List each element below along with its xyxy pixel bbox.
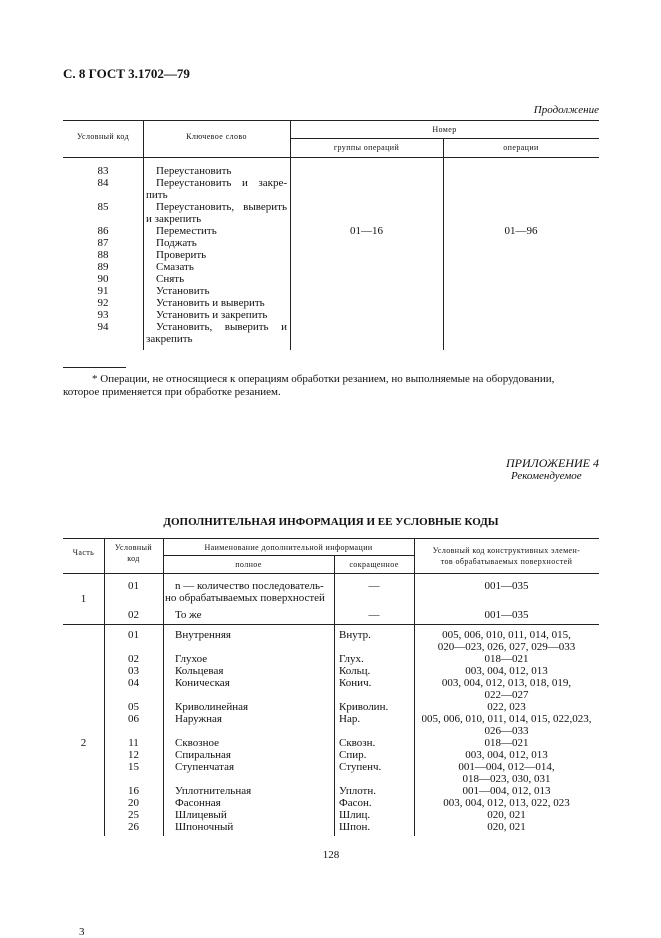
col-header-code: Условный код (76, 132, 130, 141)
col-header-code-l1: Условный (114, 543, 153, 552)
row-surface-code: 020, 021 (487, 809, 526, 821)
row-code: 02 (128, 653, 139, 665)
col-header-surf-l1: Условный код конструктивных элемен- (432, 546, 581, 555)
row-full-name: Уплотнительная (175, 785, 252, 797)
row-short-name: Ступенч. (339, 761, 382, 773)
col-header-surf-l2: тов обрабатываемых поверхностей (440, 557, 573, 566)
row-code: 12 (128, 749, 139, 761)
row-keyword: Переустановить (156, 165, 232, 177)
row-surface-code: 018—023, 030, 031 (462, 773, 551, 785)
row-code: 05 (128, 701, 139, 713)
row-full-name: Шлицевый (175, 809, 227, 821)
row-short-name: Внутр. (339, 629, 371, 641)
row-short-name: Уплотн. (339, 785, 376, 797)
row-code: 91 (97, 285, 109, 297)
row-short-name: Кольц. (339, 665, 371, 677)
row-surface-code: 018—021 (484, 737, 529, 749)
row-short-name: Шпон. (339, 821, 371, 833)
row-full-name: но обрабатываемых поверхностей (165, 592, 325, 604)
row-surface-code: 001—004, 012—014, (458, 761, 555, 773)
page-number: 128 (322, 849, 340, 861)
row-full-name: Фасонная (175, 797, 221, 809)
row-keyword: Проверить (156, 249, 207, 261)
row-code: 88 (97, 249, 109, 261)
col-header-short: сокращенное (349, 560, 399, 569)
row-short-name: Спир. (339, 749, 367, 761)
row-surface-code: 003, 004, 012, 013 (465, 749, 548, 761)
operations-range: 01—96 (504, 225, 538, 237)
row-surface-code: 003, 004, 012, 013 (465, 665, 548, 677)
groups-range: 01—16 (350, 225, 383, 237)
row-code: 02 (128, 609, 139, 621)
row-surface-code: 022—027 (484, 689, 529, 701)
appendix-label: ПРИЛОЖЕНИЕ 4 (506, 456, 599, 470)
row-full-name: Ступенчатая (175, 761, 235, 773)
row-keyword: Переустановить и закре- (156, 177, 287, 189)
row-surface-code: 005, 006, 010, 011, 014, 015, 022,023, (421, 713, 592, 725)
row-keyword: Переместить (156, 225, 217, 237)
bottom-mark: 3 (79, 926, 85, 938)
col-header-keyword: Ключевое слово (186, 132, 247, 141)
row-full-name: То же (175, 609, 202, 621)
row-keyword: Установить и закрепить (156, 309, 268, 321)
appendix-title: ДОПОЛНИТЕЛЬНАЯ ИНФОРМАЦИЯ И ЕЕ УСЛОВНЫЕ КОДЫ (163, 516, 499, 528)
col-header-operations: операции (503, 143, 539, 152)
row-keyword: пить (146, 189, 168, 201)
row-full-name: Наружная (175, 713, 222, 725)
row-surface-code: 003, 004, 012, 013, 018, 019, (441, 677, 572, 689)
col-header-name: Наименование дополнительной информации (204, 543, 373, 552)
row-code: 85 (97, 201, 109, 213)
row-keyword: закрепить (146, 333, 193, 345)
row-code: 83 (97, 165, 109, 177)
row-code: 04 (128, 677, 139, 689)
row-short-name: Криволин. (339, 701, 389, 713)
row-code: 87 (97, 237, 109, 249)
row-short-name: — (368, 609, 380, 621)
row-surface-code: 001—004, 012, 013 (462, 785, 551, 797)
row-keyword: Установить, выверить и (156, 321, 287, 333)
row-short-name: Конич. (339, 677, 372, 689)
col-header-groups: группы операций (333, 143, 400, 152)
row-keyword: Переустановить, выверить (156, 201, 287, 213)
row-surface-code: 001—035 (484, 580, 529, 592)
part-label-1: 1 (80, 593, 87, 605)
row-code: 01 (128, 580, 139, 592)
row-keyword: Установить (156, 285, 210, 297)
col-header-part: Часть (72, 548, 95, 557)
row-full-name: Коническая (175, 677, 230, 689)
continuation-label: Продолжение (533, 104, 599, 116)
col-header-code-l2: код (127, 554, 140, 563)
row-surface-code: 005, 006, 010, 011, 014, 015, (442, 629, 571, 641)
row-code: 06 (128, 713, 139, 725)
row-code: 92 (97, 297, 109, 309)
row-code: 25 (128, 809, 139, 821)
row-full-name: Шпоночный (175, 821, 234, 833)
row-code: 26 (128, 821, 139, 833)
row-surface-code: 001—035 (484, 609, 529, 621)
col-header-number: Номер (432, 125, 457, 134)
row-code: 16 (128, 785, 139, 797)
row-code: 01 (128, 629, 139, 641)
col-header-full: полное (235, 560, 262, 569)
row-code: 93 (97, 309, 109, 321)
page-header: С. 8 ГОСТ 3.1702—79 (63, 66, 190, 81)
row-keyword: Поджать (156, 237, 197, 249)
appendix-status: Рекомендуемое (511, 470, 582, 482)
footnote-line-2: которое применяется при обработке резанием. (63, 386, 281, 398)
row-short-name: Шлиц. (339, 809, 371, 821)
footnote-rule (63, 367, 126, 368)
row-short-name: — (368, 580, 380, 592)
row-code: 03 (128, 665, 139, 677)
row-full-name: n — количество последователь- (175, 580, 324, 592)
part-label-2: 2 (80, 737, 87, 749)
row-full-name: Сквозное (175, 737, 220, 749)
row-code: 90 (97, 273, 109, 285)
row-keyword: Снять (156, 273, 185, 285)
row-code: 89 (97, 261, 109, 273)
row-code: 20 (128, 797, 139, 809)
row-code: 86 (97, 225, 109, 237)
row-short-name: Фасон. (339, 797, 372, 809)
row-code: 11 (128, 737, 139, 749)
row-code: 84 (97, 177, 109, 189)
row-surface-code: 018—021 (484, 653, 529, 665)
row-surface-code: 022, 023 (487, 701, 526, 713)
row-surface-code: 020, 021 (487, 821, 526, 833)
row-full-name: Криволинейная (175, 701, 249, 713)
row-full-name: Кольцевая (175, 665, 224, 677)
row-short-name: Сквозн. (339, 737, 376, 749)
row-full-name: Спиральная (175, 749, 231, 761)
row-surface-code: 003, 004, 012, 013, 022, 023 (443, 797, 570, 809)
row-keyword: Установить и выверить (156, 297, 265, 309)
row-full-name: Внутренняя (175, 629, 231, 641)
row-keyword: Смазать (156, 261, 194, 273)
row-short-name: Нар. (339, 713, 361, 725)
row-code: 94 (97, 321, 109, 333)
row-short-name: Глух. (339, 653, 364, 665)
row-full-name: Глухое (175, 653, 208, 665)
row-code: 15 (128, 761, 139, 773)
row-surface-code: 020—023, 026, 027, 029—033 (437, 641, 576, 653)
row-surface-code: 026—033 (484, 725, 529, 737)
row-keyword: и закрепить (146, 213, 202, 225)
footnote-line-1: * Операции, не относящиеся к операциям обработки резанием, но выполняемые на оборудовании, (92, 373, 555, 385)
